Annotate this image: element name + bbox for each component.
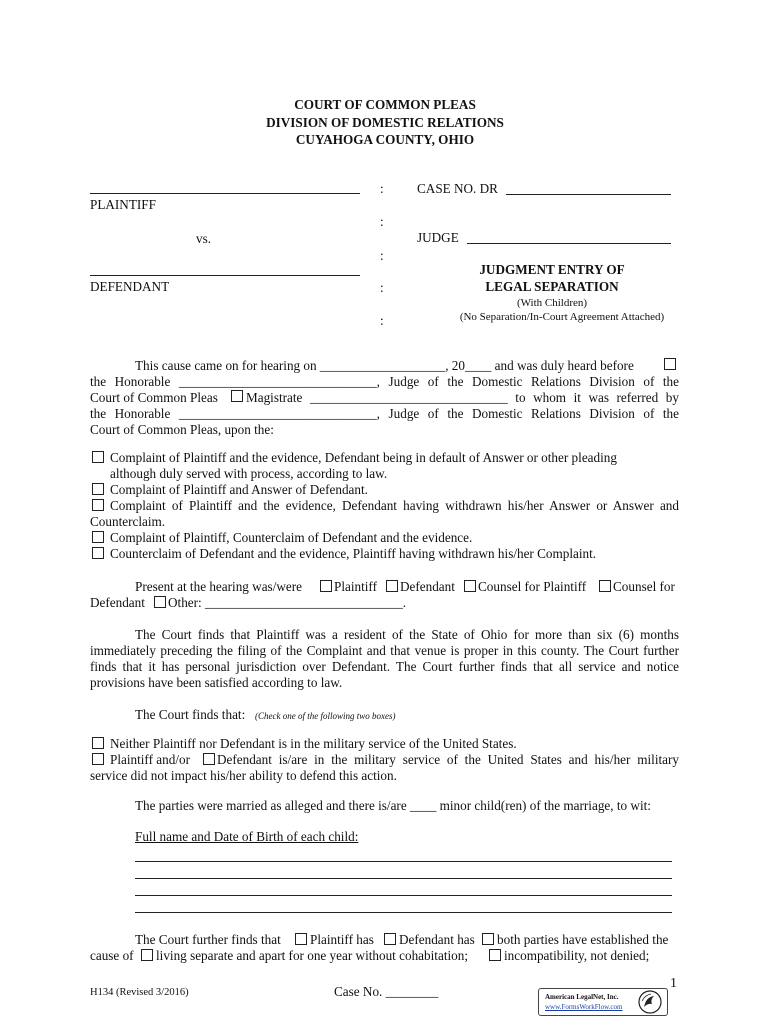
defendant-label: DEFENDANT (90, 279, 170, 294)
child-entry-line[interactable] (135, 895, 672, 896)
vendor-name: American LegalNet, Inc. (545, 993, 619, 1001)
present-plaintiff-checkbox[interactable] (320, 580, 332, 592)
plaintiff-name-line[interactable] (90, 193, 360, 194)
caption-colon: : (380, 181, 384, 196)
incompatibility-label: incompatibility, not denied; (504, 948, 650, 963)
residency-finding-3: finds that it has personal jurisdiction over Defendant. The Court further finds that all service and notice (90, 659, 679, 674)
military-plaintiff-text: Plaintiff and/or (110, 752, 190, 767)
judge-checkbox[interactable] (664, 358, 676, 370)
present-counsel-plaintiff-label: Counsel for Plaintiff (478, 579, 587, 594)
incompatibility-checkbox[interactable] (489, 949, 501, 961)
present-defendant-checkbox[interactable] (386, 580, 398, 592)
upon-the-text: Court of Common Pleas, upon the: (90, 422, 274, 437)
present-other-checkbox[interactable] (154, 596, 166, 608)
withdrawn-answer-text: Complaint of Plaintiff and the evidence, Defendant having withdrawn his/her Answer or Answer and (110, 498, 679, 513)
document-title-line2: LEGAL SEPARATION (485, 279, 619, 294)
default-answer-text-cont: although duly served with process, according to law. (110, 466, 388, 481)
withdrawn-answer-checkbox[interactable] (92, 499, 104, 511)
military-impact-text: service did not impact his/her ability to defend this action. (90, 768, 397, 783)
plaintiff-has-label: Plaintiff has (310, 932, 374, 947)
vendor-url: www.FormsWorkFlow.com (545, 1003, 623, 1011)
honorable-judge-text: the Honorable ______________________________, Judge of the Domestic Relations Division of the (90, 374, 679, 389)
children-heading: Full name and Date of Birth of each child: (135, 829, 359, 844)
county-name: CUYAHOGA COUNTY, OHIO (295, 132, 475, 147)
counterclaim-evidence-checkbox[interactable] (92, 531, 104, 543)
residency-finding: The Court finds that Plaintiff was a resident of the State of Ohio for more than six (6) months (135, 627, 679, 642)
document-title-line1: JUDGMENT ENTRY OF (479, 262, 625, 277)
military-defendant-text: Defendant is/are in the military service of the United States and his/her military (217, 752, 679, 767)
hearing-date-text: This cause came on for hearing on ___________________, 20____ and was duly heard before (135, 358, 634, 373)
answer-of-defendant-checkbox[interactable] (92, 483, 104, 495)
no-military-checkbox[interactable] (92, 737, 104, 749)
no-military-text: Neither Plaintiff nor Defendant is in the military service of the United States. (110, 736, 517, 751)
present-counsel-plaintiff-checkbox[interactable] (464, 580, 476, 592)
counterclaim-evidence-text: Complaint of Plaintiff, Counterclaim of Defendant and the evidence. (110, 530, 473, 545)
residency-finding-2: immediately preceding the filing of the Complaint and that venue is proper in this county. The Court further (90, 643, 679, 658)
caption-colon: : (380, 280, 384, 295)
present-other-label: Other: ______________________________. (168, 595, 407, 610)
present-counsel-defendant-label: Counsel for (613, 579, 675, 594)
present-defendant-cont: Defendant (90, 595, 145, 610)
plaintiff-has-checkbox[interactable] (295, 933, 307, 945)
withdrawn-complaint-text: Counterclaim of Defendant and the evidence, Plaintiff having withdrawn his/her Complaint. (110, 546, 597, 561)
document-subtitle-1: (With Children) (516, 297, 588, 309)
judge-name-line[interactable] (467, 243, 671, 244)
caption-colon: : (380, 214, 384, 229)
caption-colon: : (380, 248, 384, 263)
minor-children-text: The parties were married as alleged and there is/are ____ minor child(ren) of the marriage, to wit: (135, 798, 651, 813)
page-number: 1 (670, 976, 677, 991)
court-of-common-pleas-text: Court of Common Pleas (90, 390, 218, 405)
cause-of-text: cause of (90, 948, 134, 963)
default-answer-checkbox[interactable] (92, 451, 104, 463)
military-defendant-checkbox[interactable] (203, 753, 215, 765)
defendant-has-checkbox[interactable] (384, 933, 396, 945)
present-plaintiff-label: Plaintiff (334, 579, 377, 594)
judge-label: JUDGE (417, 230, 459, 245)
answer-of-defendant-text: Complaint of Plaintiff and Answer of Defendant. (110, 482, 368, 497)
living-separate-label: living separate and apart for one year without cohabitation; (156, 948, 468, 963)
withdrawn-answer-text-cont: Counterclaim. (90, 514, 166, 529)
defendant-has-label: Defendant has (399, 932, 475, 947)
magistrate-text: Magistrate ______________________________ to whom it was referred by (246, 390, 679, 405)
division-name: DIVISION OF DOMESTIC RELATIONS (266, 115, 504, 130)
honorable-judge-text-2: the Honorable ______________________________, Judge of the Domestic Relations Division of the (90, 406, 679, 421)
present-at-hearing-text: Present at the hearing was/were (135, 579, 302, 594)
vendor-stamp (538, 988, 668, 1016)
living-separate-checkbox[interactable] (141, 949, 153, 961)
defendant-name-line[interactable] (90, 275, 360, 276)
footer-case-number: Case No. ________ (334, 984, 439, 999)
plaintiff-label: PLAINTIFF (90, 197, 156, 212)
both-parties-checkbox[interactable] (482, 933, 494, 945)
default-answer-text: Complaint of Plaintiff and the evidence, Defendant being in default of Answer or other pleading (110, 450, 617, 465)
versus-label: vs. (196, 231, 212, 246)
caption-colon: : (380, 313, 384, 328)
child-entry-line[interactable] (135, 861, 672, 862)
check-one-note: (Check one of the following two boxes) (255, 711, 396, 721)
residency-finding-4: provisions have been satisfied according to law. (90, 675, 343, 690)
vendor-logo-icon (636, 989, 664, 1015)
child-entry-line[interactable] (135, 912, 672, 913)
court-name: COURT OF COMMON PLEAS (294, 97, 476, 112)
case-number-line[interactable] (506, 194, 671, 195)
present-defendant-label: Defendant (400, 579, 455, 594)
magistrate-checkbox[interactable] (231, 390, 243, 402)
present-counsel-defendant-checkbox[interactable] (599, 580, 611, 592)
withdrawn-complaint-checkbox[interactable] (92, 547, 104, 559)
document-subtitle-2: (No Separation/In-Court Agreement Attached) (459, 311, 665, 323)
case-number-label: CASE NO. DR (417, 181, 498, 196)
both-parties-label: both parties have established the (497, 932, 669, 947)
military-plaintiff-checkbox[interactable] (92, 753, 104, 765)
child-entry-line[interactable] (135, 878, 672, 879)
further-finds-text: The Court further finds that (135, 932, 281, 947)
court-finds-that: The Court finds that: (135, 707, 246, 722)
form-number: H134 (Revised 3/2016) (90, 987, 189, 998)
